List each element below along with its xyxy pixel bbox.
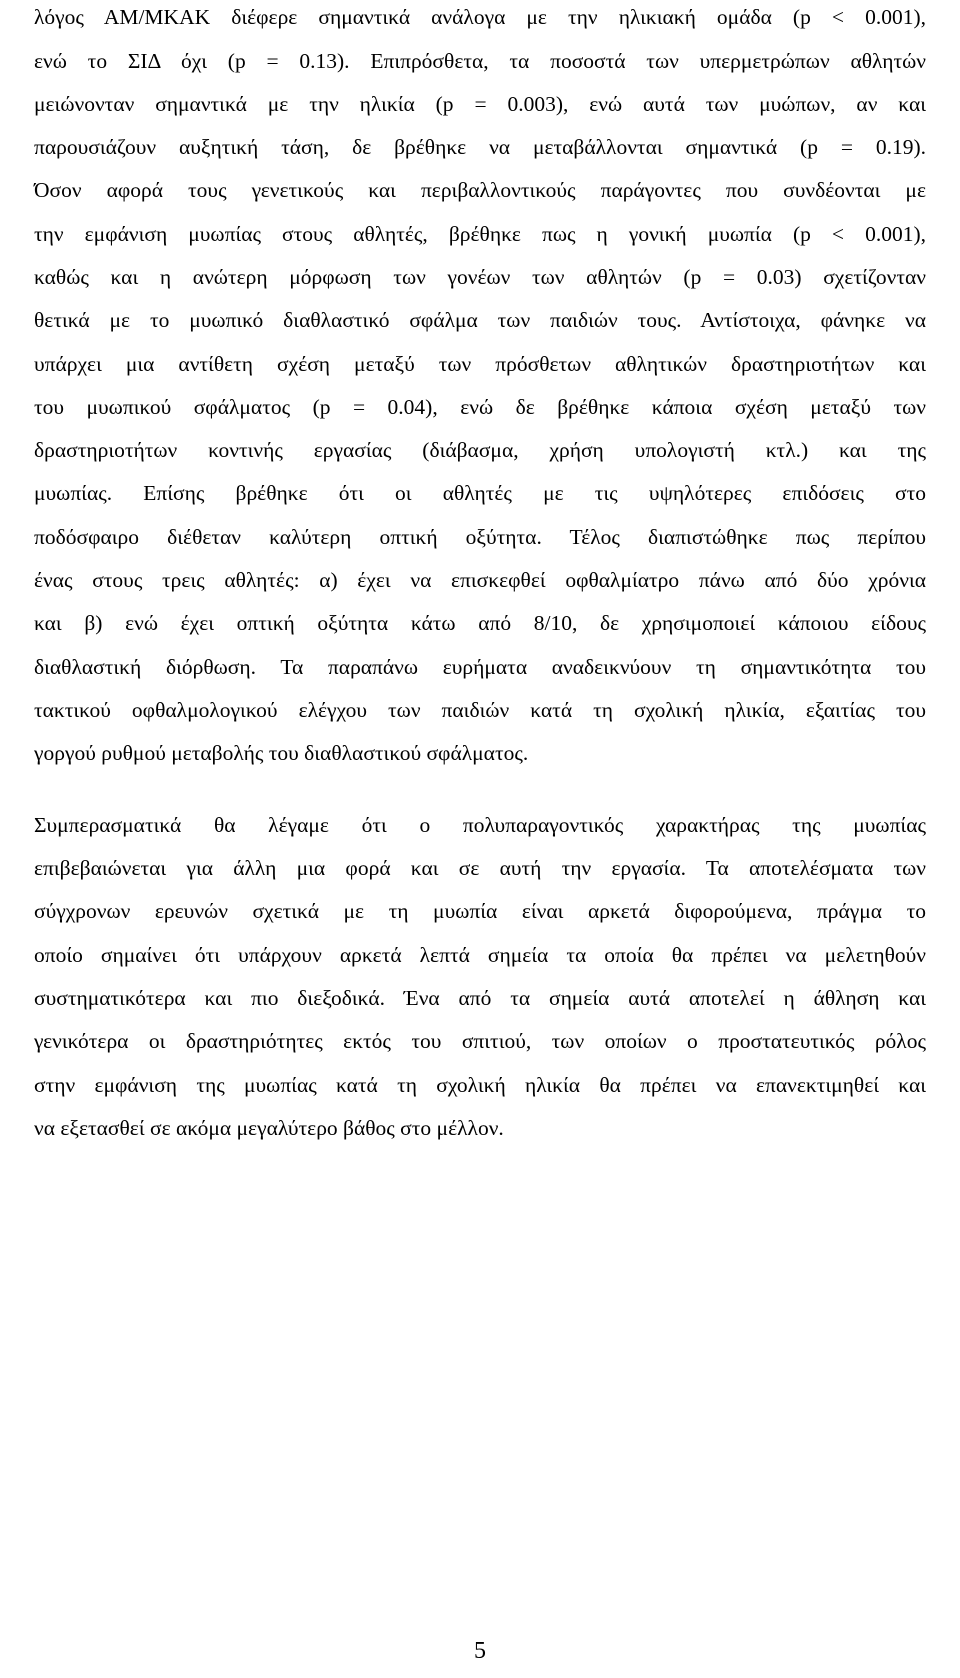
text-line: διαθλαστική διόρθωση. Τα παραπάνω ευρήματα αναδεικνύουν τη σημαντικότητα του	[34, 655, 926, 679]
text-line: υπάρχει μια αντίθετη σχέση μεταξύ των πρόσθετων αθλητικών δραστηριοτήτων και	[34, 352, 926, 376]
text-line: μυωπίας. Επίσης βρέθηκε ότι οι αθλητές με τις υψηλότερες επιδόσεις στο	[34, 481, 926, 505]
text-line: γενικότερα οι δραστηριότητες εκτός του σπιτιού, των οποίων ο προστατευτικός ρόλος	[34, 1029, 926, 1053]
text-line: στην εμφάνιση της μυωπίας κατά τη σχολική ηλικία θα πρέπει να επανεκτιμηθεί και	[34, 1073, 926, 1097]
text-line: λόγος ΑΜ/ΜΚΑΚ διέφερε σημαντικά ανάλογα με την ηλικιακή ομάδα (p < 0.001),	[34, 5, 926, 29]
text-line: Συμπερασματικά θα λέγαμε ότι ο πολυπαραγοντικός χαρακτήρας της μυωπίας	[34, 813, 926, 837]
text-line: του μυωπικού σφάλματος (p = 0.04), ενώ δε βρέθηκε κάποια σχέση μεταξύ των	[34, 395, 926, 419]
text-line: δραστηριοτήτων κοντινής εργασίας (διάβασμα, χρήση υπολογιστή κτλ.) και της	[34, 438, 926, 462]
text-line: ενώ το ΣΙΔ όχι (p = 0.13). Επιπρόσθετα, τα ποσοστά των υπερμετρώπων αθλητών	[34, 49, 926, 73]
text-line: παρουσιάζουν αυξητική τάση, δε βρέθηκε να μεταβάλλονται σημαντικά (p = 0.19).	[34, 135, 926, 159]
text-line: την εμφάνιση μυωπίας στους αθλητές, βρέθηκε πως η γονική μυωπία (p < 0.001),	[34, 222, 926, 246]
text-line: τακτικού οφθαλμολογικού ελέγχου των παιδιών κατά τη σχολική ηλικία, εξαιτίας του	[34, 698, 926, 722]
text-line: μειώνονταν σημαντικά με την ηλικία (p = 0.003), ενώ αυτά των μυώπων, αν και	[34, 92, 926, 116]
text-line: Όσον αφορά τους γενετικούς και περιβαλλοντικούς παράγοντες που συνδέονται με	[34, 178, 926, 202]
page-number: 5	[474, 1638, 486, 1664]
text-line: να εξετασθεί σε ακόμα μεγαλύτερο βάθος στο μέλλον.	[34, 1116, 504, 1140]
text-line: και β) ενώ έχει οπτική οξύτητα κάτω από 8/10, δε χρησιμοποιεί κάποιου είδους	[34, 611, 926, 635]
text-line: επιβεβαιώνεται για άλλη μια φορά και σε αυτή την εργασία. Τα αποτελέσματα των	[34, 856, 926, 880]
text-line: συστηματικότερα και πιο διεξοδικά. Ένα από τα σημεία αυτά αποτελεί η άθληση και	[34, 986, 926, 1010]
text-line: γοργού ρυθμού μεταβολής του διαθλαστικού σφάλματος.	[34, 741, 529, 765]
text-line: ένας στους τρεις αθλητές: α) έχει να επισκεφθεί οφθαλμίατρο πάνω από δύο χρόνια	[34, 568, 926, 592]
text-line: ποδόσφαιρο διέθεταν καλύτερη οπτική οξύτητα. Τέλος διαπιστώθηκε πως περίπου	[34, 525, 926, 549]
text-line: οποίο σημαίνει ότι υπάρχουν αρκετά λεπτά σημεία τα οποία θα πρέπει να μελετηθούν	[34, 943, 926, 967]
text-line: καθώς και η ανώτερη μόρφωση των γονέων των αθλητών (p = 0.03) σχετίζονταν	[34, 265, 926, 289]
text-line: θετικά με το μυωπικό διαθλαστικό σφάλμα των παιδιών τους. Αντίστοιχα, φάνηκε να	[34, 308, 926, 332]
text-line: σύγχρονων ερευνών σχετικά με τη μυωπία είναι αρκετά διφορούμενα, πράγμα το	[34, 899, 926, 923]
